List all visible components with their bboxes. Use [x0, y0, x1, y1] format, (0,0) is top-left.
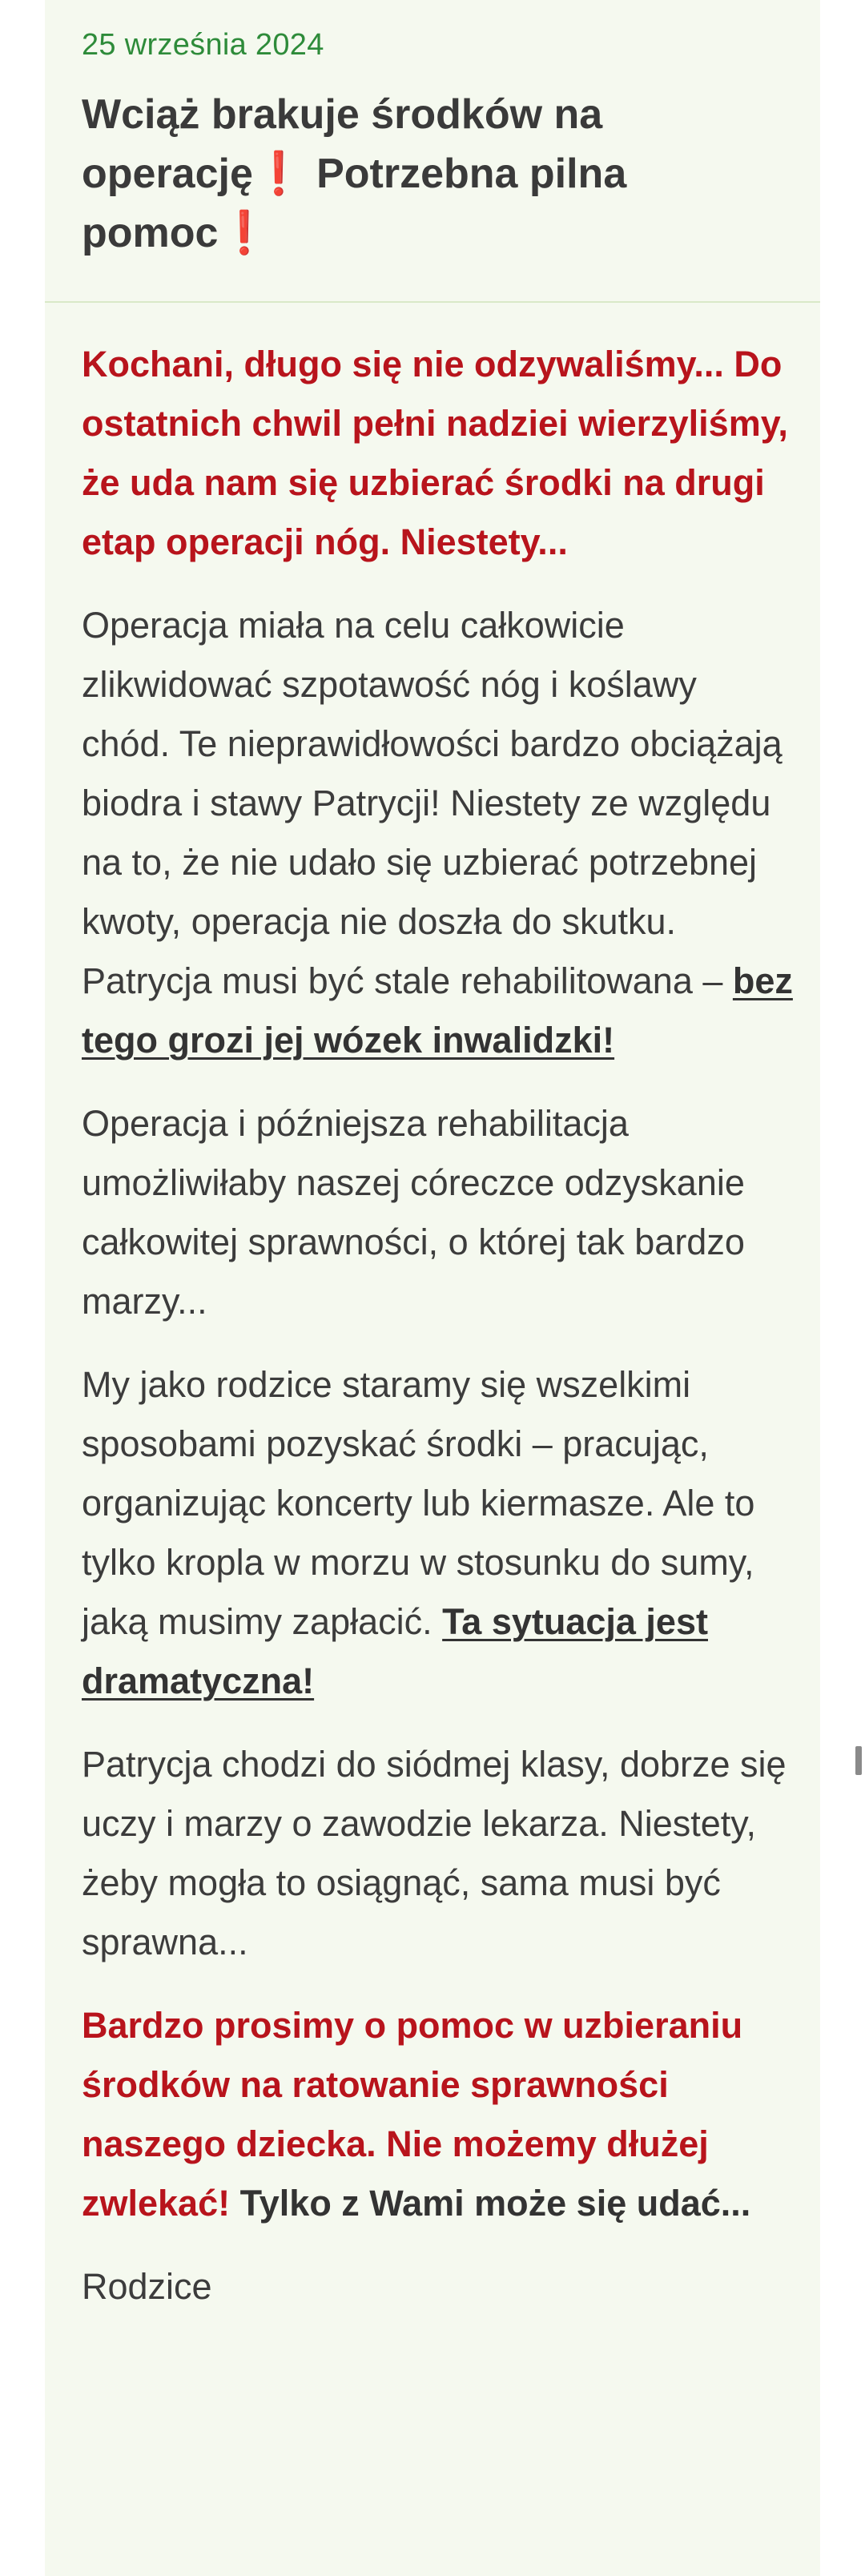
- appeal-paragraph: [82, 1996, 795, 2233]
- appeal-text: Bardzo prosimy o pomoc w uzbieraniu środków na ratowanie sprawności naszego dziecka. Nie możemy dłużej zwlekać!: [82, 2005, 743, 2224]
- wheelchair-warning: bez tego grozi jej wózek inwalidzki!: [82, 960, 793, 1061]
- parents-text: My jako rodzice staramy się wszelkimi sposobami pozyskać środki – pracując, organizując koncerty lub kiermasze. Ale to tylko kropla w morzu w stosunku do sumy, jaką musimy zapłacić.: [82, 1364, 755, 1642]
- signature: [82, 2257, 795, 2316]
- exclamation-icon: ❗: [252, 151, 305, 197]
- intro-paragraph: [82, 335, 795, 572]
- rehab-text: Operacja i późniejsza rehabilitacja umożliwiłaby naszej córeczce odzyskanie całkowitej sprawności, o której tak bardzo marzy...: [82, 1103, 745, 1322]
- intro-text: Kochani, długo się nie odzywaliśmy... Do ostatnich chwil pełni nadziei wierzyliśmy, że uda nam się uzbierać środki na drugi etap operacji nóg. Niestety...: [82, 344, 788, 562]
- update-title-part1: Wciąż brakuje środków na operację: [82, 91, 603, 197]
- update-title-part2: Potrzebna pilna pomoc: [82, 151, 627, 256]
- scrollbar-thumb[interactable]: [855, 1746, 862, 1775]
- rehab-paragraph: [82, 1094, 795, 1331]
- signature-text: Rodzice: [82, 2266, 212, 2307]
- school-paragraph: [82, 1735, 795, 1972]
- update-header: [45, 0, 820, 303]
- exclamation-icon: ❗: [218, 210, 271, 256]
- header-divider: [45, 301, 820, 303]
- update-title: [82, 85, 770, 263]
- school-text: Patrycja chodzi do siódmej klasy, dobrze się uczy i marzy o zawodzie lekarza. Niestety, żeby mogła to osiągnąć, sama musi być sprawna...: [82, 1744, 787, 1962]
- parents-paragraph: [82, 1355, 795, 1711]
- surgery-text: Operacja miała na celu całkowicie zlikwidować szpotawość nóg i koślawy chód. Te nieprawidłowości bardzo obciążają biodra i stawy Patrycji! Niestety ze względu na to, że nie udało się uzbierać potrzebnej kwoty, operacja nie doszła do skutku. Patrycja musi być stale rehabilitowana –: [82, 605, 783, 1001]
- update-date: 25 września 2024: [82, 28, 324, 62]
- dramatic-situation: Ta sytuacja jest dramatyczna!: [82, 1601, 708, 1701]
- appeal-closing: Tylko z Wami może się udać...: [230, 2183, 751, 2224]
- surgery-paragraph: [82, 596, 795, 1070]
- update-card: [45, 0, 820, 2576]
- update-content: [82, 335, 795, 2341]
